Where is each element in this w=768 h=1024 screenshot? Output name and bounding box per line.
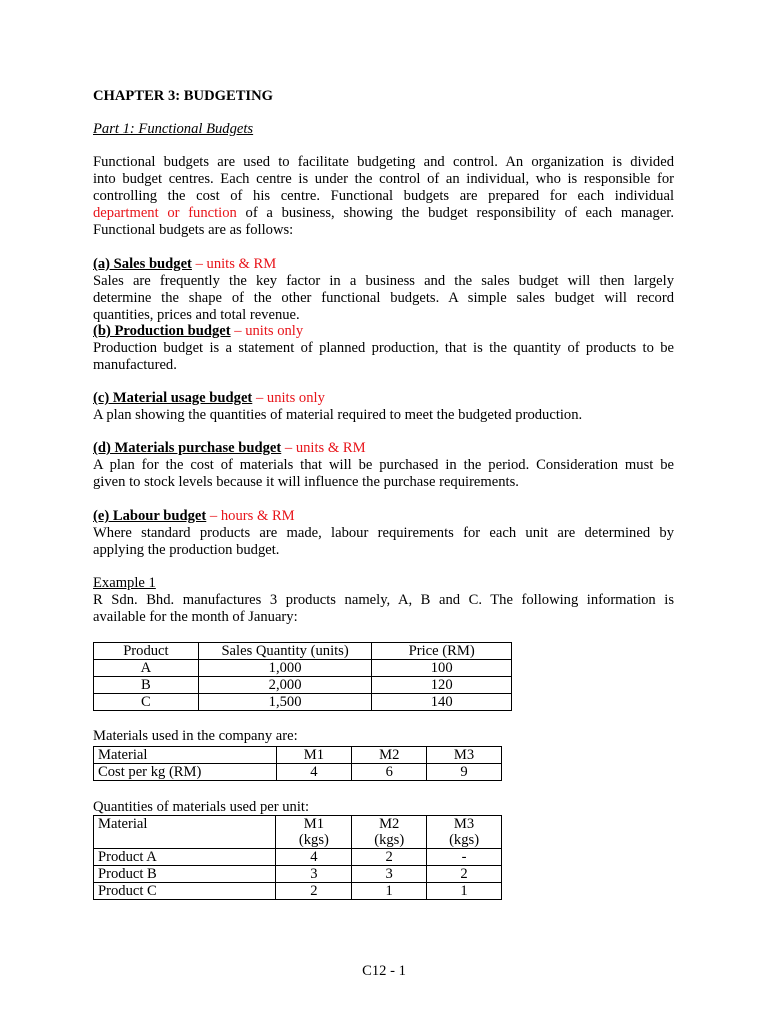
table-cell: Product B: [94, 866, 276, 883]
body-line: available for the month of January:: [93, 609, 298, 625]
table-row: [94, 883, 502, 900]
table-header-cell: M3 (kgs): [427, 816, 502, 849]
table-cell: 4: [276, 849, 352, 866]
table-header-row: [94, 816, 502, 849]
table-row: [94, 677, 512, 694]
table-header-cell: Product: [94, 643, 199, 660]
table-header-cell: M1: [276, 747, 352, 764]
table-row: [94, 694, 512, 711]
body-line: manufactured.: [93, 357, 177, 373]
table-cell: -: [427, 849, 502, 866]
table-row: [94, 866, 502, 883]
table-header-cell: M1 (kgs): [276, 816, 352, 849]
table-caption: Quantities of materials used per unit:: [93, 799, 310, 815]
body-line: Sales are frequently the key factor in a business and the sales budget will then largely: [93, 273, 674, 289]
section-tag: – units only: [230, 323, 304, 339]
intro-line: controlling the cost of his centre. Functional budgets are prepared for each individual: [93, 188, 674, 204]
body-line: Production budget is a statement of planned production, that is the quantity of products to be: [93, 340, 674, 356]
table-cell: 3: [352, 866, 427, 883]
part-title: Part 1: Functional Budgets: [93, 121, 254, 137]
body-line: given to stock levels because it will influence the purchase requirements.: [93, 474, 519, 490]
body-line: determine the shape of the other functional budgets. A simple sales budget will record: [93, 290, 674, 306]
chapter-title: CHAPTER 3: BUDGETING: [93, 88, 274, 104]
body-line: Where standard products are made, labour requirements for each unit are determined by: [93, 525, 674, 541]
table-cell: C: [94, 694, 199, 711]
section-heading: (e) Labour budget: [93, 508, 207, 524]
section-tag: – units only: [252, 390, 325, 406]
highlight-text: department or function: [93, 205, 237, 221]
section-heading: (a) Sales budget: [93, 256, 192, 272]
section-heading: (c) Material usage budget: [93, 390, 253, 406]
table-header-row: [94, 643, 512, 660]
section-tag: – units & RM: [281, 440, 366, 456]
table-cell: 1,500: [198, 694, 372, 711]
body-line: applying the production budget.: [93, 542, 280, 558]
table-cell: 120: [372, 677, 512, 694]
table-cell: 140: [372, 694, 512, 711]
table-header-row: [94, 747, 502, 764]
table-header-cell: M3: [427, 747, 502, 764]
material-quantity-table: [93, 815, 502, 900]
example-title: Example 1: [93, 575, 156, 591]
table-cell: 6: [352, 764, 427, 781]
page-footer: C12 - 1: [362, 963, 406, 979]
table-cell: 1,000: [198, 660, 372, 677]
table-cell: 3: [276, 866, 352, 883]
table-cell: Product A: [94, 849, 276, 866]
table-cell: Product C: [94, 883, 276, 900]
table-cell: Cost per kg (RM): [94, 764, 277, 781]
body-line: A plan for the cost of materials that will be purchased in the period. Consideration must be: [93, 457, 674, 473]
table-cell: 9: [427, 764, 502, 781]
table-caption: Materials used in the company are:: [93, 728, 298, 744]
section-heading: (d) Materials purchase budget: [93, 440, 282, 456]
table-cell: 2: [276, 883, 352, 900]
table-cell: 1: [427, 883, 502, 900]
material-cost-table: [93, 746, 502, 781]
table-cell: 2: [427, 866, 502, 883]
table-cell: 4: [276, 764, 352, 781]
section-tag: – hours & RM: [206, 508, 295, 524]
table-row: [94, 849, 502, 866]
table-header-cell: M2 (kgs): [352, 816, 427, 849]
table-header-cell: Material: [94, 816, 276, 849]
table-header-cell: Sales Quantity (units): [198, 643, 372, 660]
body-line: R Sdn. Bhd. manufactures 3 products namely, A, B and C. The following information is: [93, 592, 674, 608]
body-line: quantities, prices and total revenue.: [93, 307, 300, 323]
section-heading: (b) Production budget: [93, 323, 231, 339]
table-cell: B: [94, 677, 199, 694]
table-cell: 100: [372, 660, 512, 677]
table-header-cell: Material: [94, 747, 277, 764]
table-cell: 2: [352, 849, 427, 866]
table-row: [94, 660, 512, 677]
body-line: A plan showing the quantities of material required to meet the budgeted production.: [93, 407, 583, 423]
table-row: [94, 764, 502, 781]
table-header-cell: Price (RM): [372, 643, 512, 660]
intro-line: Functional budgets are used to facilitate budgeting and control. An organization is divided: [93, 154, 674, 170]
intro-line: into budget centres. Each centre is under the control of an individual, who is responsible for: [93, 171, 674, 187]
table-cell: 1: [352, 883, 427, 900]
section-tag: – units & RM: [191, 256, 277, 272]
table-cell: 2,000: [198, 677, 372, 694]
table-header-cell: M2: [352, 747, 427, 764]
intro-line: department or function of a business, showing the budget responsibility of each manager.: [93, 205, 675, 221]
table-cell: A: [94, 660, 199, 677]
sales-table: [93, 642, 512, 711]
intro-line: Functional budgets are as follows:: [93, 222, 294, 238]
